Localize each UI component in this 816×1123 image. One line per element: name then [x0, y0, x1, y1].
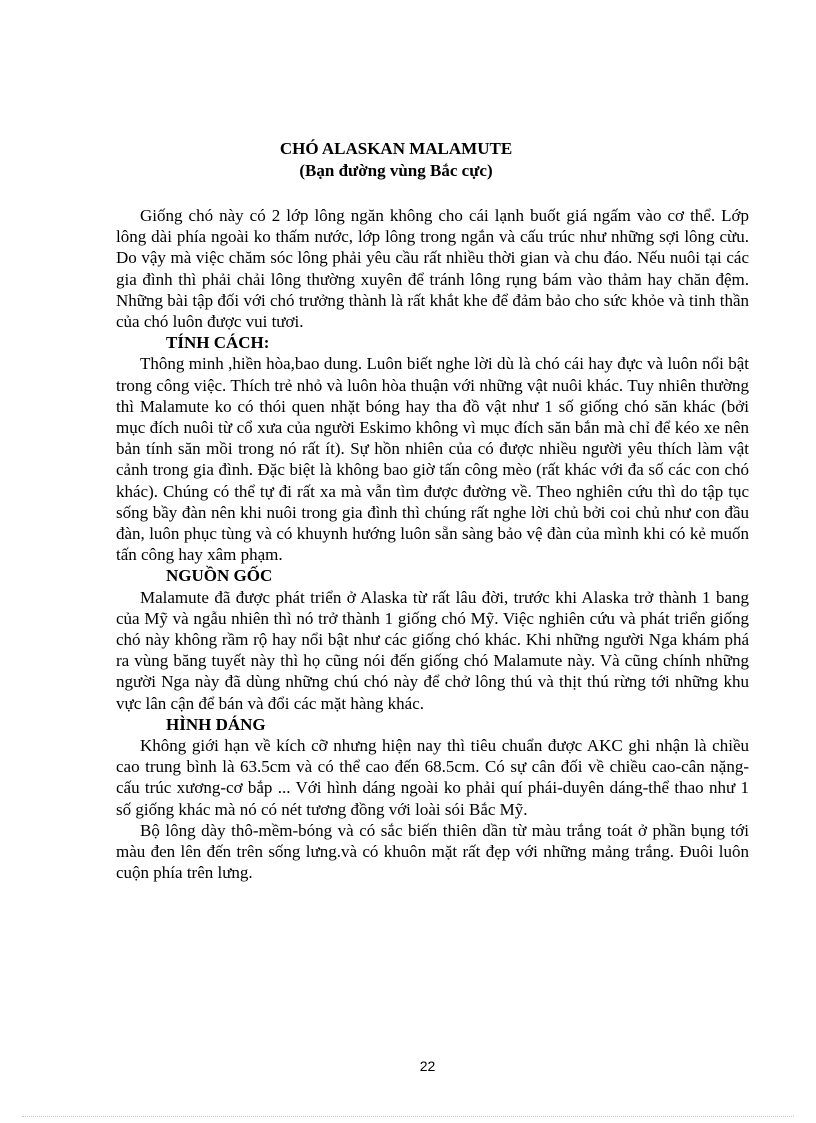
document-title: CHÓ ALASKAN MALAMUTE — [279, 139, 513, 158]
section-paragraph: Thông minh ,hiền hòa,bao dung. Luôn biết nghe lời dù là chó cái hay đực và luôn nổi bật trong công việc. Thích trẻ nhỏ và luôn hòa thuận với những vật nuôi khác. Tuy nhiên thường thì Malamute ko có thói quen nhặt bóng hay tha đồ vật như 1 số giống chó săn khác (bởi mục đích nuôi từ cổ xưa của người Eskimo không vì mục đích săn bắn mà chỉ để kéo xe nên bản tính săn mồi trong nó rất ít). Sự hồn nhiên của có được nhiều người yêu thích làm vật cảnh trong gia đình. Đặc biệt là không bao giờ tấn công mèo (rất khác với đa số các con chó khác). Chúng có thể tự đi rất xa mà vẫn tìm được đường về. Theo nghiên cứu thì do tập tục sống bầy đàn nên khi nuôi trong gia đình thì chúng rất nghe lời chủ bởi coi chủ như con đầu đàn, luôn phục tùng và có khuynh hướng luôn sẵn sàng bảo vệ đàn của mình khi có kẻ muốn tấn công hay xâm phạm. — [116, 354, 749, 565]
document-body — [116, 205, 749, 884]
section-heading-origin: NGUỒN GỐC — [166, 566, 273, 586]
document-subtitle: (Bạn đường vùng Bắc cực) — [299, 161, 493, 180]
section-heading-personality: TÍNH CÁCH: — [166, 333, 270, 353]
page-number: 22 — [419, 1058, 436, 1074]
page-bottom-divider — [22, 1116, 794, 1117]
intro-paragraph: Giống chó này có 2 lớp lông ngăn không cho cái lạnh buốt giá ngấm vào cơ thể. Lớp lông dài phía ngoài ko thấm nước, lớp lông trong ngắn và cấu trúc như những sợi lông cừu. Do vậy mà việc chăm sóc lông phải yêu cầu rất nhiều thời gian và chu đáo. Nếu nuôi tại các gia đình thì phải chải lông thường xuyên để tránh lông rụng bám vào thảm hay chăn đệm. Những bài tập đối với chó trưởng thành là rất khắt khe để đảm bảo cho sức khỏe và tinh thần của chó luôn được vui tươi. — [116, 206, 749, 332]
section-paragraph: Bộ lông dày thô-mềm-bóng và có sắc biến thiên dần từ màu trắng toát ở phần bụng tới màu đen lên đến trên sống lưng.và có khuôn mặt rất đẹp với những mảng trắng. Đuôi luôn cuộn phía trên lưng. — [116, 820, 749, 883]
section-paragraph: Malamute đã được phát triển ở Alaska từ rất lâu đời, trước khi Alaska trở thành 1 bang của Mỹ và ngẫu nhiên thì nó trở thành 1 giống chó Mỹ. Việc nghiên cứu và phát triển giống chó này không rầm rộ hay nổi bật như các giống chó khác. Khi những người Nga khám phá ra vùng băng tuyết này thì họ cũng nói đến giống chó Malamute này. Và cũng chính những người Nga này đã dùng những chú chó này để chở lông thú và thịt thú rừng tới những khu vực lân cận để bán và đổi các mặt hàng khác. — [116, 587, 749, 713]
section-heading-appearance: HÌNH DÁNG — [166, 714, 266, 734]
section-paragraph: Không giới hạn về kích cỡ nhưng hiện nay thì tiêu chuẩn được AKC ghi nhận là chiều cao trung bình là 63.5cm và có thể cao đến 68.5cm. Có sự cân đối về chiều cao-cân nặng-cấu trúc xương-cơ bắp ... Với hình dáng ngoài ko phải quí phái-duyên dáng-thể thao như 1 số giống khác mà nó có nét tương đồng với loài sói Bắc Mỹ. — [116, 736, 749, 819]
